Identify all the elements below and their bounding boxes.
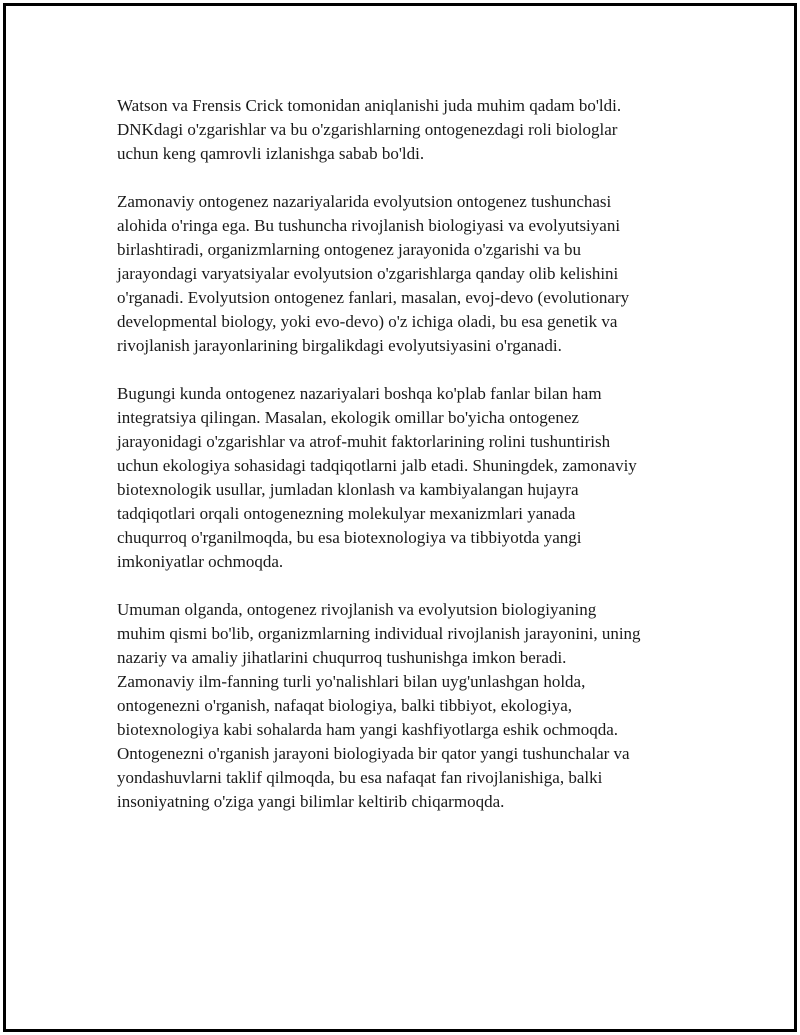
paragraph-evolutionary-ontogenesis: Zamonaviy ontogenez nazariyalarida evolyutsion ontogenez tushunchasi alohida o'ringa ega. Bu tushuncha rivojlanish biologiyasi va evolyutsiyani birlashtiradi, organizmlarning ontogenez jarayonida o'zgarishi va bu jarayondagi varyatsiyalar evolyutsion o'zgarishlarga qanday olib kelishini o'rganadi. Evolyutsion ontogenez fanlari, masalan, evoj-devo (evolutionary developmental biology, yoki evo-devo) o'z ichiga oladi, bu esa genetik va rivojlanish jarayonlarining birgalikdagi evolyutsiyasini o'rganadi. (117, 192, 630, 355)
paragraph-conclusion: Umuman olganda, ontogenez rivojlanish va evolyutsion biologiyaning muhim qismi bo'lib, organizmlarning individual rivojlanish jarayonini, uning nazariy va amaliy jihatlarini chuqurroq tushunishga imkon beradi. Zamonaviy ilm-fanning turli yo'nalishlari bilan uyg'unlashgan holda, ontogenezni o'rganish, nafaqat biologiya, balki tibbiyot, ekologiya, biotexnologiya kabi sohalarda ham yangi kashfiyotlarga eshik ochmoqda. Ontogenezni o'rganish jarayoni biologiyada bir qator yangi tushunchalar va yondashuvlarni taklif qilmoqda, bu esa nafaqat fan rivojlanishiga, balki insoniyatning o'ziga yangi bilimlar keltirib chiqarmoqda. (117, 600, 641, 811)
paragraph-dna-discovery: Watson va Frensis Crick tomonidan aniqlanishi juda muhim qadam bo'ldi. DNKdagi o'zgarishlar va bu o'zgarishlarning ontogenezdagi roli biologlar uchun keng qamrovli izlanishga sabab bo'ldi. (117, 96, 622, 163)
document-body (117, 94, 697, 838)
paragraph-integration: Bugungi kunda ontogenez nazariyalari boshqa ko'plab fanlar bilan ham integratsiya qilingan. Masalan, ekologik omillar bo'yicha ontogenez jarayonidagi o'zgarishlar va atrof-muhit faktorlarining rolini tushuntirish uchun ekologiya sohasidagi tadqiqotlarni jalb etadi. Shuningdek, zamonaviy biotexnologik usullar, jumladan klonlash va kambiyalangan hujayra tadqiqotlari orqali ontogenezning molekulyar mexanizmlari yanada chuqurroq o'rganilmoqda, bu esa biotexnologiya va tibbiyotda yangi imkoniyatlar ochmoqda. (117, 384, 637, 571)
